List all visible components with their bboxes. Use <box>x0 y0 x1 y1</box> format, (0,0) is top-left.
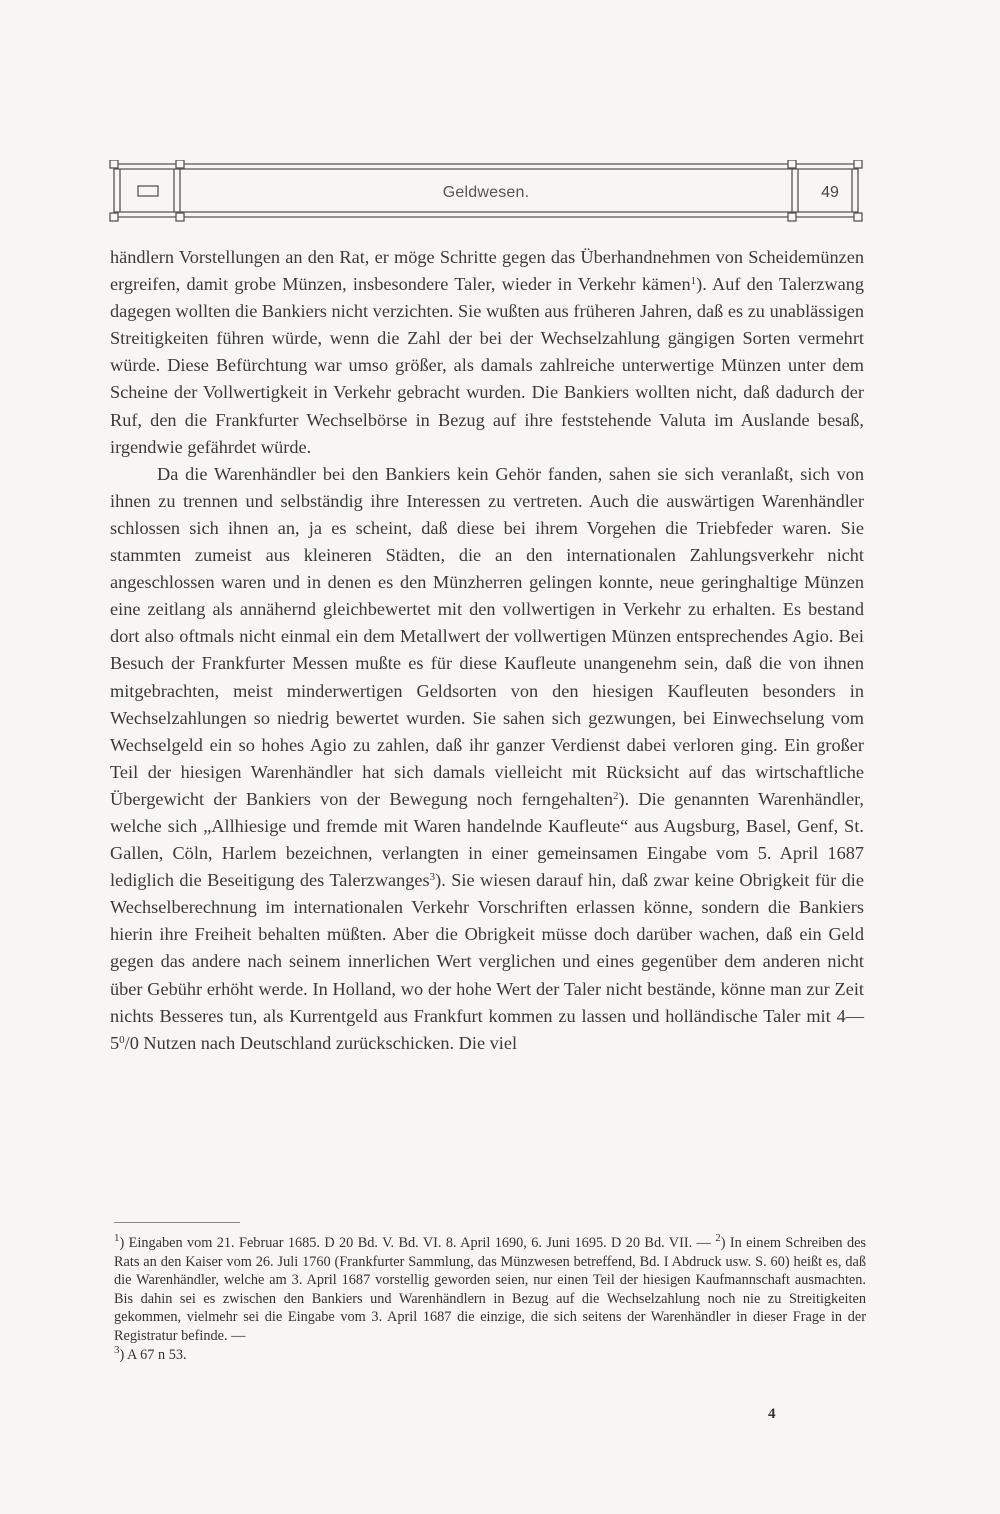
footnote-ref: 3 <box>429 871 436 884</box>
text-run: ). Auf den Talerzwang dagegen wollten die Bankiers nicht verzichten. Sie wußten aus früheren Jahren, daß es zu unablässigen Streitigkeiten führen würde, wenn die Zahl der bei der Wechselzahlung gängigen Sorten vermehrt würde. Diese Befürchtung war umso größer, als damals zahlreiche unterwertige Münzen unter dem Scheine der Vollwertigkeit in Verkehr gebracht wurden. Die Bankiers wollten nicht, daß dadurch der Ruf, den die Frankfurter Wechselbörse in Bezug auf ihre feststehende Valuta im Auslande besaß, irgendwie gefährdet würde. <box>110 274 864 457</box>
text-run: händlern Vorstellungen an den Rat, er möge Schritte gegen das Überhandnehmen von Scheidemünzen ergreifen, damit grobe Münzen, insbesondere Taler, wieder in Verkehr kämen <box>110 247 864 295</box>
footnote-text: ) In einem Schreiben des Rats an den Kaiser vom 26. Juli 1760 (Frankfurter Sammlung, das Münzwesen betreffend, Bd. I Abdruck usw. S. 60) heißt es, daß die Warenhändler, welche am 3. April 1687 vorstellig geworden seien, nur einen Teil der hiesigen Kaufmannschaft ausmachten. Bis dahin sei es zwischen den Bankiers und Warenhändlern in Bezug auf die Wechselzahlung noch nie zu Streitigkeiten gekommen, vielmehr sei die Eingabe vom 3. April 1687 die einzige, die sich seitens der Warenhändler in dieser Frage in der Registratur befinde. — <box>114 1235 867 1344</box>
signature-mark: 4 <box>768 1406 776 1422</box>
text-run: /0 Nutzen nach Deutschland zurückschicken. Die viel <box>124 1032 518 1053</box>
text-run: Da die Warenhändler bei den Bankiers kein Gehör fanden, sahen sie sich veranlaßt, sich von ihnen zu trennen und selbständig ihre Interessen zu vertreten. Auch die auswärtigen Warenhändler schlossen sich ihnen an, ja es scheint, daß diese bei ihrem Vorgehen die Triebfeder waren. Sie stammten zumeist aus kleineren Städten, die an den internationalen Zahlungsverkehr nicht angeschlossen waren und in denen es den Münzherren gelingen konnte, neue geringhaltige Münzen eine zeitlang als annähernd gleichbewertet mit den vollwertigen in Verkehr zu erhalten. Es bestand dort also oftmals nicht einmal ein dem Metallwert der vollwertigen Münzen entsprechendes Agio. Bei Besuch der Frankfurter Messen mußte es für diese Kaufleute unangenehm sein, daß die von ihnen mitgebrachten, meist minderwertigen Geldsorten von den hiesigen Kaufleuten besonders in Wechselzahlungen so niedrig bewertet wurden. Sie sahen sich gezwungen, bei Einwechselung vom Wechselgeld ein so hohes Agio zu zahlen, daß ihr ganzer Verdienst dabei verloren ging. Ein großer Teil der hiesigen Warenhändler hat sich damals vielleicht mit Rücksicht auf das wirtschaftliche Übergewicht der Bankiers von der Bewegung noch ferngehalten <box>110 463 864 809</box>
percent-superscript: 0 <box>119 1033 125 1046</box>
footnote-text: ) A 67 n 53. <box>119 1346 187 1363</box>
paragraph <box>110 244 864 461</box>
footnote-mark: 3 <box>114 1343 120 1356</box>
footnote <box>114 1234 866 1346</box>
footnote-ref: 1 <box>690 275 697 288</box>
text-run: ). Sie wiesen darauf hin, daß zwar keine Obrigkeit für die Wechselberechnung im internationalen Verkehr Vorschriften erlassen könne, sondern die Bankiers hierin ihre Freiheit behalten müßten. Aber die Obrigkeit müsse doch darüber wachen, daß ein Geld gegen das andere nach seinem innerlichen Wert verglichen und eines gegenüber dem anderen nicht über Gebühr erhöht werde. In Holland, wo der hohe Wert der Taler nicht bestände, könne man zur Zeit nichts Besseres tun, als Kurrentgeld aus Frankfurt kommen zu lassen und holländische Taler mit 4—5 <box>110 870 864 1053</box>
page-number: 49 <box>821 184 839 201</box>
running-title: Geldwesen. <box>442 184 530 201</box>
footnote-divider <box>114 1222 240 1223</box>
body-text <box>110 244 864 1057</box>
paragraph <box>110 461 864 1057</box>
footnote-ref: 2 <box>613 789 619 802</box>
text-run: ). Die genannten Warenhändler, welche sich „Allhiesige und fremde mit Waren handelnde Kaufleute“ aus Augsburg, Basel, Genf, St. Gallen, Cöln, Harlem bezeichnen, verlangten in einer gemeinsamen Eingabe vom 5. April 1687 lediglich die Beseitigung des Talerzwanges <box>110 788 864 891</box>
footnote-mark: 1 <box>114 1232 120 1244</box>
footnote <box>114 1343 866 1365</box>
footnote-text: ) Eingaben vom 21. Februar 1685. D 20 Bd. V. Bd. VI. 8. April 1690, 6. Juni 1695. D 20 Bd. VII. — <box>119 1235 716 1251</box>
page-header <box>108 160 864 222</box>
footnotes <box>114 1234 866 1364</box>
footnote-mark: 2 <box>715 1232 721 1244</box>
